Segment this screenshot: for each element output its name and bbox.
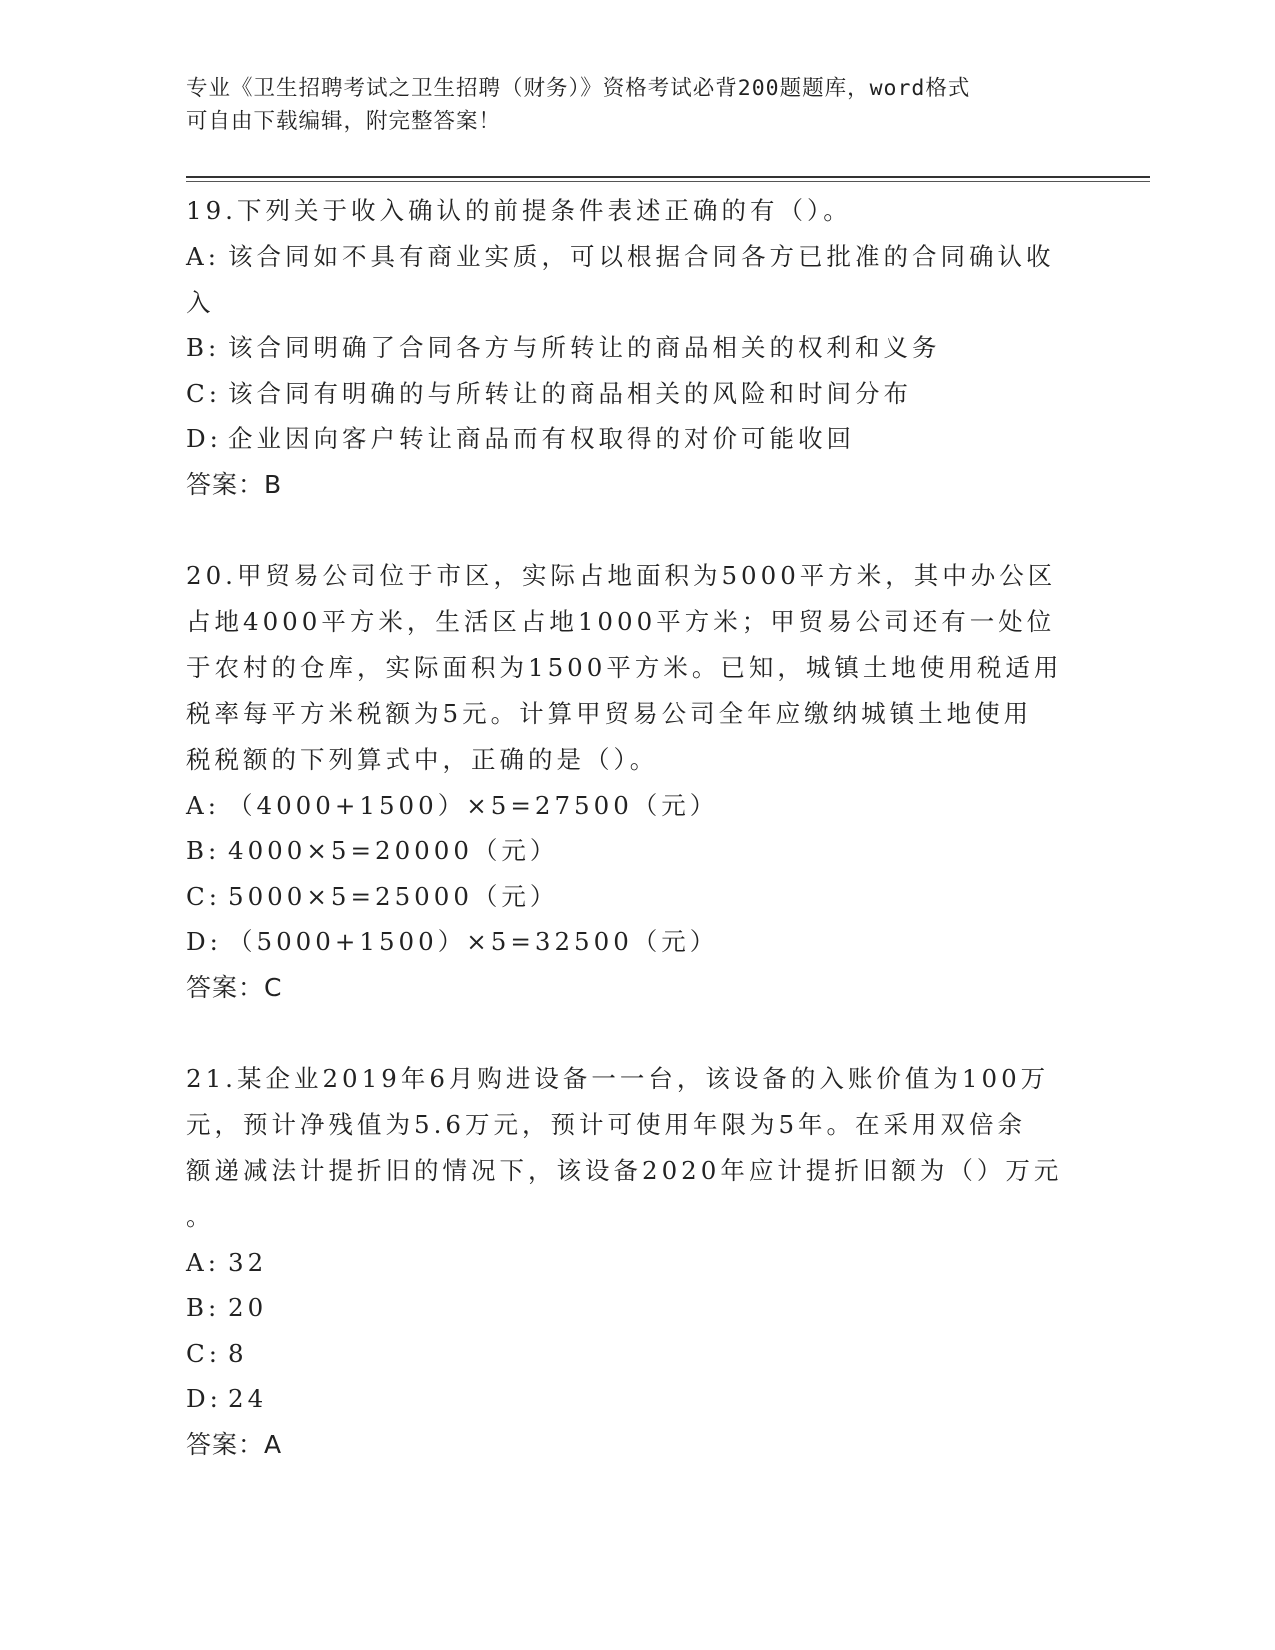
option-c: [186, 371, 1086, 417]
option-text: （5000+1500）×5=32500（元）: [228, 927, 719, 956]
document-header: [186, 72, 1086, 138]
option-key: C:: [186, 881, 222, 911]
option-key: D:: [186, 927, 222, 956]
option-text: 该合同有明确的与所转让的商品相关的风险和时间分布: [228, 378, 912, 408]
option-d: [186, 416, 1086, 462]
question-19: [186, 188, 1086, 508]
option-c: [186, 1331, 1086, 1377]
option-key: B:: [186, 836, 221, 865]
option-a: [186, 783, 1086, 829]
option-text: 企业因向客户转让商品而有权取得的对价可能收回: [228, 424, 855, 453]
option-key: D:: [186, 424, 222, 453]
question-20: [186, 553, 1086, 1011]
option-a-continued: 入: [186, 287, 215, 317]
question-stem: 占地4000平方米，生活区占地1000平方米；甲贸易公司还有一处位: [186, 606, 1056, 636]
header-line: 专业《卫生招聘考试之卫生招聘（财务）》资格考试必背200题题库，word格式: [186, 76, 971, 101]
option-key: D:: [186, 1384, 222, 1413]
option-text: 该合同明确了合同各方与所转让的商品相关的权利和义务: [228, 333, 941, 362]
question-stem: 20.甲贸易公司位于市区，实际占地面积为5000平方米，其中办公区: [186, 560, 1057, 590]
option-a: [186, 234, 1086, 280]
question-stem: 额递减法计提折旧的情况下，该设备2020年应计提折旧额为（）万元: [186, 1155, 1063, 1185]
option-key: B:: [186, 333, 221, 362]
option-text: 32: [228, 1247, 268, 1277]
option-a: [186, 1240, 1086, 1286]
option-key: A:: [186, 242, 220, 271]
question-stem: 税税额的下列算式中，正确的是（）。: [186, 744, 659, 774]
header-line: 可自由下载编辑，附完整答案！: [186, 109, 502, 134]
header-divider-thick: [186, 176, 1150, 178]
option-b: [186, 828, 1086, 874]
question-stem: 元，预计净残值为5.6万元，预计可使用年限为5年。在采用双倍余: [186, 1109, 1027, 1139]
option-text: 8: [228, 1338, 248, 1368]
question-stem: 19.下列关于收入确认的前提条件表述正确的有（）。: [186, 196, 852, 225]
option-c: [186, 874, 1086, 920]
option-d: [186, 919, 1086, 965]
option-key: B:: [186, 1293, 221, 1322]
question-list: [186, 188, 1086, 1513]
question-stem: 。: [186, 1201, 215, 1231]
answer-label: 答案：C: [186, 972, 283, 1002]
option-key: A:: [186, 790, 220, 820]
option-d: [186, 1376, 1086, 1422]
option-key: C:: [186, 378, 222, 408]
header-divider-thin: [186, 181, 1150, 182]
option-text: 该合同如不具有商业实质，可以根据合同各方已批准的合同确认收: [228, 242, 1055, 271]
option-b: [186, 325, 1086, 371]
question-stem: 于农村的仓库，实际面积为1500平方米。已知，城镇土地使用税适用: [186, 652, 1063, 682]
answer-label: 答案：A: [186, 1429, 283, 1459]
option-key: A:: [186, 1247, 220, 1277]
answer-label: 答案：B: [186, 469, 283, 499]
question-21: [186, 1056, 1086, 1468]
option-b: [186, 1285, 1086, 1331]
option-text: （4000+1500）×5=27500（元）: [228, 790, 719, 820]
option-text: 5000×5=25000（元）: [228, 881, 559, 911]
option-text: 20: [228, 1293, 268, 1322]
option-text: 4000×5=20000（元）: [228, 836, 559, 865]
question-stem: 21.某企业2019年6月购进设备一一台，该设备的入账价值为100万: [186, 1063, 1050, 1093]
option-key: C:: [186, 1338, 222, 1368]
question-stem: 税率每平方米税额为5元。计算甲贸易公司全年应缴纳城镇土地使用: [186, 698, 1033, 728]
option-text: 24: [228, 1384, 268, 1413]
